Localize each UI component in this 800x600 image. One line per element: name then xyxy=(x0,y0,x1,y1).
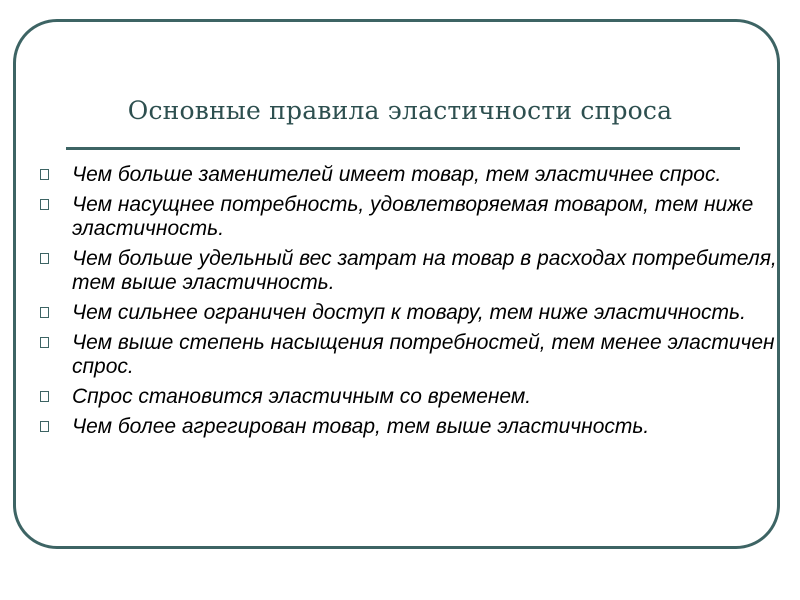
bullet-text: Чем больше удельный вес затрат на товар в расходах потребителя, тем выше эластичность. xyxy=(72,247,777,294)
square-bullet-icon xyxy=(40,421,49,432)
bullet-text: Чем выше степень насыщения потребностей, тем менее эластичен спрос. xyxy=(72,331,775,378)
square-bullet-icon xyxy=(40,253,49,264)
bullet-item xyxy=(40,385,780,409)
bullet-item xyxy=(40,415,780,439)
bullet-text: Спрос становится эластичным со временем. xyxy=(72,385,532,408)
bullet-item xyxy=(40,331,780,379)
bullet-text: Чем больше заменителей имеет товар, тем эластичнее спрос. xyxy=(72,163,722,186)
square-bullet-icon xyxy=(40,169,49,180)
square-bullet-icon xyxy=(40,199,49,210)
title-divider xyxy=(66,147,740,150)
square-bullet-icon xyxy=(40,337,49,348)
bullet-text: Чем более агрегирован товар, тем выше эластичность. xyxy=(72,415,650,438)
bullet-text: Чем насущнее потребность, удовлетворяемая товаром, тем ниже эластичность. xyxy=(72,193,754,240)
bullet-item xyxy=(40,247,780,295)
bullet-item xyxy=(40,301,780,325)
bullet-text: Чем сильнее ограничен доступ к товару, тем ниже эластичность. xyxy=(72,301,746,324)
square-bullet-icon xyxy=(40,307,49,318)
slide-title: Основные правила эластичности спроса xyxy=(127,96,673,125)
bullet-list xyxy=(40,163,780,445)
square-bullet-icon xyxy=(40,391,49,402)
bullet-item xyxy=(40,193,780,241)
bullet-item xyxy=(40,163,780,187)
